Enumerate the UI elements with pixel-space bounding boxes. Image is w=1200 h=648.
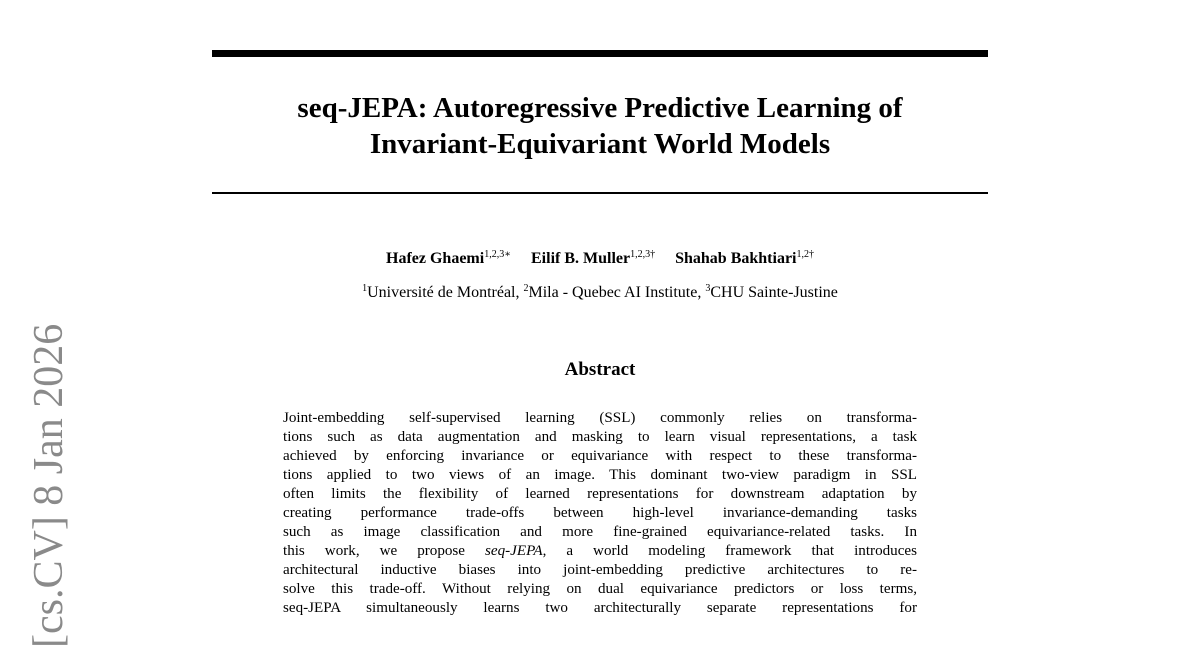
- abstract-line-part: this work, we propose: [283, 543, 485, 559]
- abstract-line: achieved by enforcing invariance or equivariance with respect to these transforma-: [283, 448, 917, 464]
- abstract-body: [283, 409, 917, 618]
- paper-title-line-2: Invariant-Equivariant World Models: [369, 128, 831, 160]
- affiliation-mark: 3: [705, 283, 711, 294]
- author-2: [531, 248, 655, 270]
- arxiv-identifier-stamp: [cs.CV] 8 Jan 2026: [26, 323, 72, 648]
- title-top-rule: [212, 50, 988, 57]
- affiliation-name: Université de Montréal,: [367, 284, 524, 301]
- title-bottom-rule: [212, 192, 988, 194]
- affiliation-name: CHU Sainte-Justine: [710, 284, 838, 301]
- method-name-emphasis: seq-JEPA: [485, 543, 543, 559]
- author-name: Hafez Ghaemi: [386, 250, 485, 267]
- abstract-heading: Abstract: [564, 359, 636, 380]
- author-name: Shahab Bakhtiari: [675, 250, 797, 267]
- author-list: [212, 248, 988, 270]
- paper-title-line-1: seq-JEPA: Autoregressive Predictive Learning of: [297, 92, 903, 124]
- author-affiliation-marks: 1,2,3†: [630, 249, 656, 260]
- author-affiliation-marks: 1,2,3∗: [484, 249, 511, 260]
- abstract-line: often limits the flexibility of learned representations for downstream adaptation by: [283, 486, 917, 502]
- affiliation-name: Mila - Quebec AI Institute,: [528, 284, 706, 301]
- abstract-line: such as image classification and more fine-grained equivariance-related tasks. In: [283, 524, 917, 540]
- abstract-line: seq-JEPA simultaneously learns two architecturally separate representations for: [283, 600, 917, 616]
- paper-title: [212, 90, 988, 162]
- abstract-line: tions applied to two views of an image. This dominant two-view paradigm in SSL: [283, 467, 917, 483]
- abstract-line: architectural inductive biases into joint-embedding predictive architectures to re-: [283, 562, 917, 578]
- author-name: Eilif B. Muller: [531, 250, 631, 267]
- abstract-line: tions such as data augmentation and masking to learn visual representations, a task: [283, 429, 917, 445]
- affiliation-list: [212, 282, 988, 304]
- abstract-line-part: , a world modeling framework that introduces: [542, 543, 917, 559]
- author-1: [386, 248, 511, 270]
- abstract-line: creating performance trade-offs between high-level invariance-demanding tasks: [283, 505, 917, 521]
- abstract-line: Joint-embedding self-supervised learning (SSL) commonly relies on transforma-: [283, 410, 917, 426]
- affiliation-mark: 1: [362, 283, 368, 294]
- author-affiliation-marks: 1,2†: [796, 249, 814, 260]
- abstract-line: [283, 542, 917, 561]
- abstract-line: solve this trade-off. Without relying on dual equivariance predictors or loss terms,: [283, 581, 917, 597]
- affiliation-mark: 2: [523, 283, 529, 294]
- author-3: [675, 248, 814, 270]
